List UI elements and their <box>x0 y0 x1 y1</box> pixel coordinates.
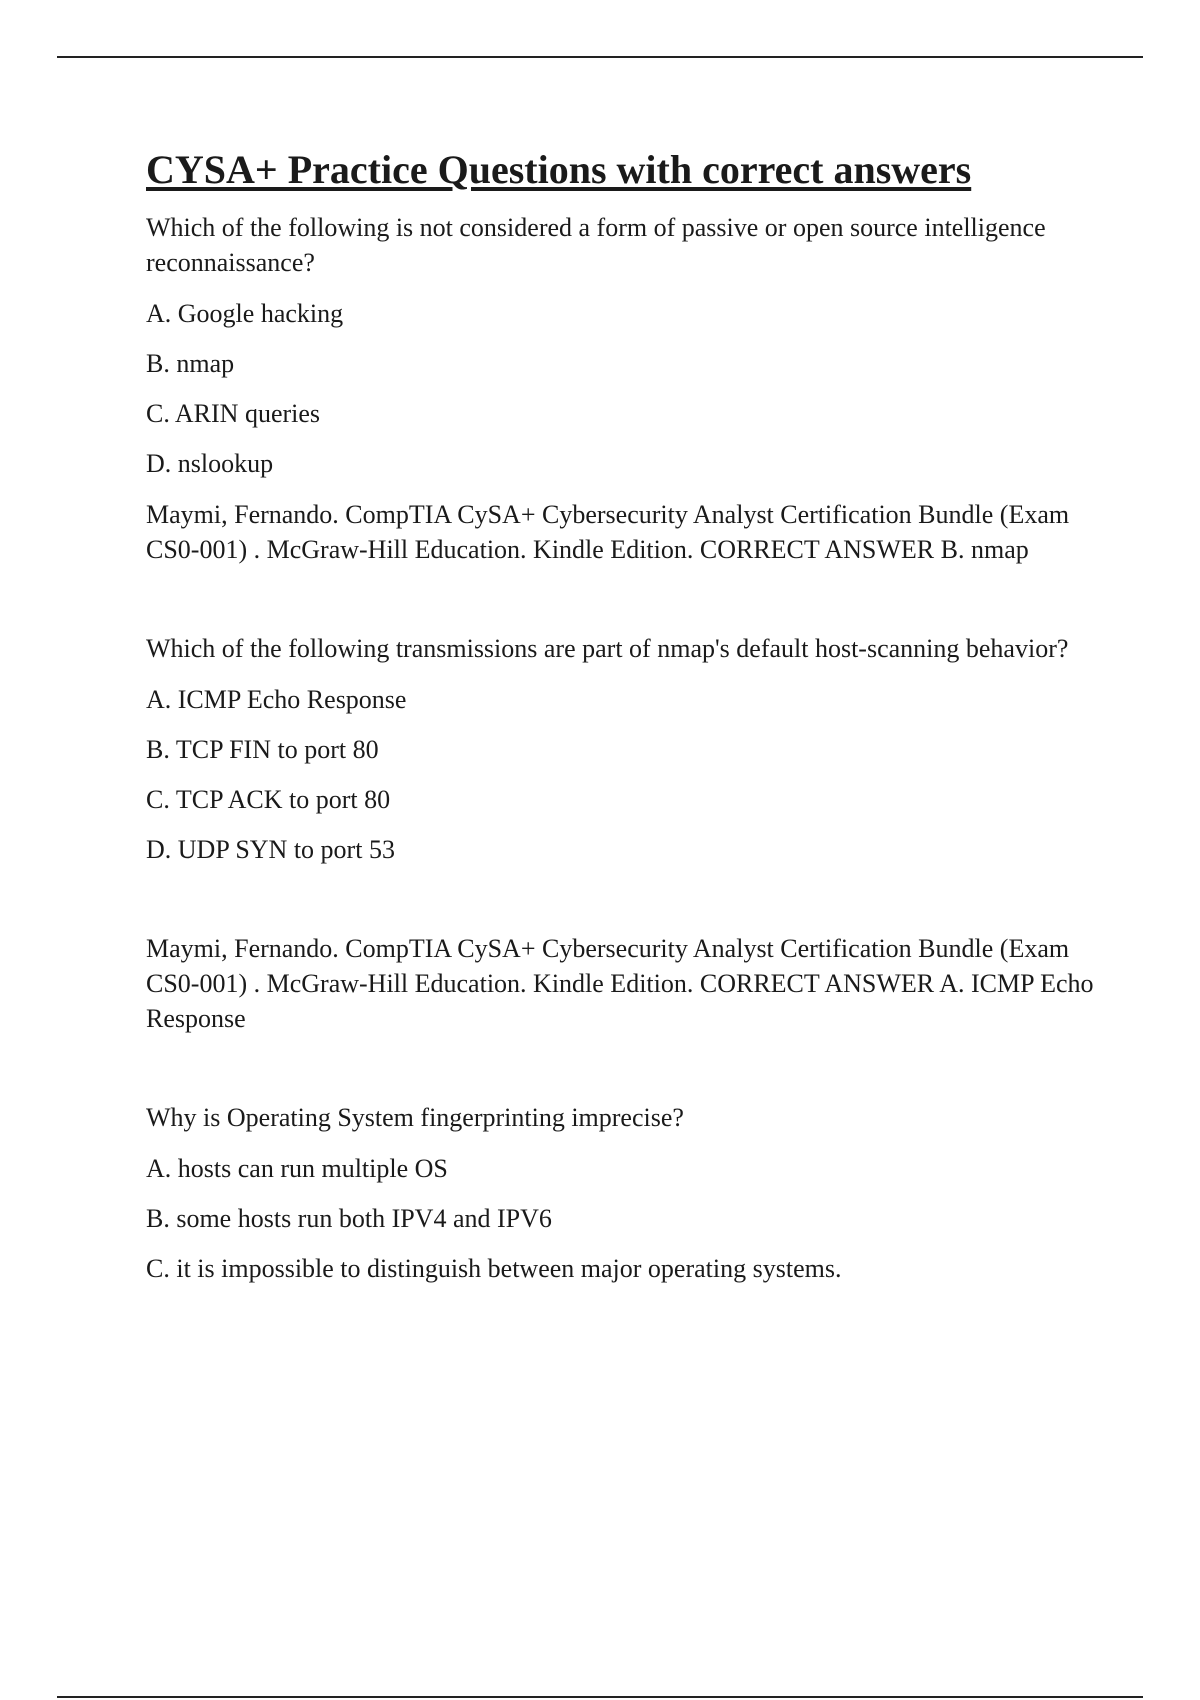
correct-answer-text: Maymi, Fernando. CompTIA CySA+ Cybersecurity Analyst Certification Bundle (Exam CS0-001) . McGraw-Hill Education. Kindle Edition. CORRECT ANSWER A. ICMP Echo Response <box>146 934 1094 1033</box>
question-prompt: Which of the following transmissions are part of nmap's default host-scanning behavior? <box>146 634 1069 663</box>
correct-answer-text: Maymi, Fernando. CompTIA CySA+ Cybersecurity Analyst Certification Bundle (Exam CS0-001) . McGraw-Hill Education. Kindle Edition. CORRECT ANSWER B. nmap <box>146 500 1070 564</box>
answer-option: B. nmap <box>146 349 235 378</box>
top-rule <box>57 56 1143 58</box>
answer-option: D. UDP SYN to port 53 <box>146 835 395 864</box>
answer-option: B. some hosts run both IPV4 and IPV6 <box>146 1204 552 1233</box>
answer-option: C. TCP ACK to port 80 <box>146 785 391 814</box>
answer-option: B. TCP FIN to port 80 <box>146 735 379 764</box>
answer-option: C. ARIN queries <box>146 399 321 428</box>
question-block <box>146 210 1106 567</box>
answer-option: A. ICMP Echo Response <box>146 685 407 714</box>
answer-option: D. nslookup <box>146 449 274 478</box>
document-body <box>146 146 1106 1286</box>
answer-option: C. it is impossible to distinguish between major operating systems. <box>146 1254 842 1283</box>
document-title: CYSA+ Practice Questions with correct answers <box>146 147 972 192</box>
answer-option: A. hosts can run multiple OS <box>146 1154 448 1183</box>
question-block <box>146 631 1106 1036</box>
question-prompt: Why is Operating System fingerprinting imprecise? <box>146 1103 684 1132</box>
answer-option: A. Google hacking <box>146 299 344 328</box>
question-prompt: Which of the following is not considered a form of passive or open source intelligence reconnaissance? <box>146 213 1046 277</box>
bottom-rule <box>57 1696 1143 1698</box>
question-block <box>146 1100 1106 1286</box>
